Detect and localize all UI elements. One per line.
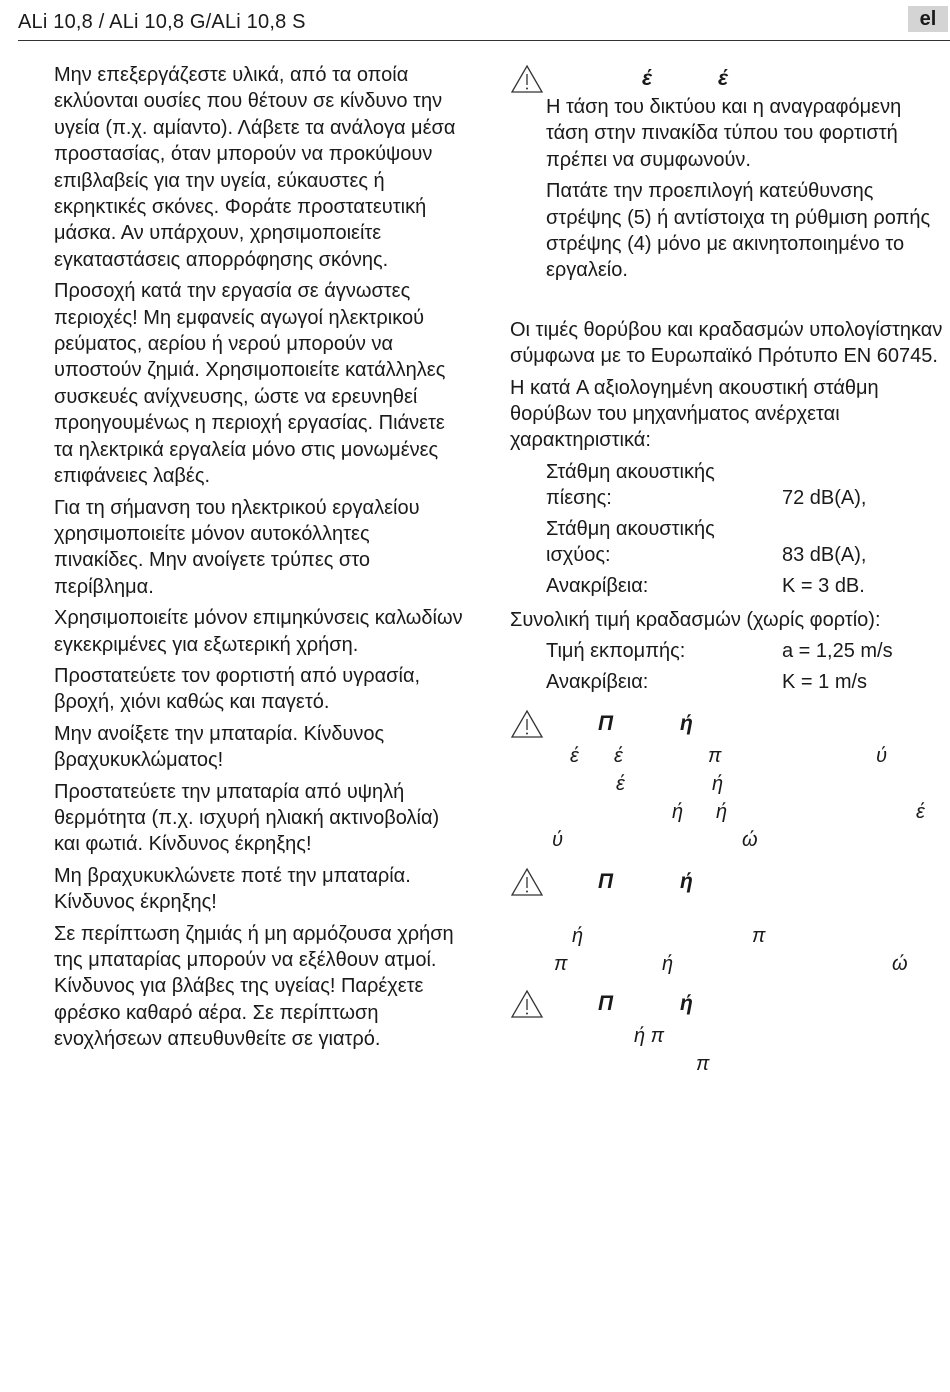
text-fragment: έ: [570, 745, 579, 768]
warning-heading-glyph: Π: [598, 870, 614, 894]
warning-2-fragments: [510, 743, 946, 861]
paragraph-battery-heat: Προστατεύετε την μπαταρία από υψηλή θερμότητα (π.χ. ισχυρή ηλιακή ακτινοβολία) και φωτιά. Κίνδυνος έκρηξης!: [54, 780, 440, 856]
warning-triangle-icon: [510, 867, 544, 897]
vibration-title: Συνολική τιμή κραδασμών (χωρίς φορτίο):: [510, 608, 881, 631]
noise-intro: Οι τιμές θορύβου και κραδασμών υπολογίστηκαν σύμφωνα με το Ευρωπαϊκό Πρότυπο EN 60745.: [510, 318, 943, 368]
row-label: Στάθμη ακουστικής: [546, 517, 715, 540]
paragraph-unknown-areas: Προσοχή κατά την εργασία σε άγνωστες περιοχές! Μη εμφανείς αγωγοί ηλεκτρικού ρεύματος, αερίου ή νερού μπορούν να υποστούν ζημιά. Χρησιμοποιείτε κατάλληλες συσκευές ανίχνευσης, ώστε να ερευνηθεί προηγουμένως η περιοχή εργασίας. Πιάνετε τα ηλεκτρικά εργαλεία μόνο στις μονωμένες επιφάνειες λαβές.: [54, 280, 446, 488]
row-value: K = 3 dB.: [782, 574, 865, 597]
page-header: [0, 0, 950, 42]
text-fragment: π: [708, 745, 722, 768]
right-column: [510, 62, 946, 1083]
warning-heading-glyph: ή: [680, 712, 693, 736]
warning-heading-glyph: Π: [598, 992, 614, 1016]
paragraph-dust: Μην επεξεργάζεστε υλικά, από τα οποία εκλύονται ουσίες που θέτουν σε κίνδυνο την υγεία (π.χ. αμίαντο). Λάβετε τα ανάλογα μέσα προστασίας, όταν μπορούν να προκύψουν επιβλαβείς για την υγεία, εύκαυστες ή εκρηκτικές σκόνες. Φοράτε προστατευτική μάσκα. Αν υπάρχουν, χρησιμοποιείτε εγκαταστάσεις απορρόφησης σκόνης.: [54, 64, 456, 271]
noise-row-power-label: [546, 516, 946, 542]
row-label: ισχύος:: [546, 544, 611, 567]
row-label: Τιμή εκπομπής:: [546, 640, 686, 663]
text-fragment: ή: [572, 925, 584, 948]
text-fragment: ή π: [634, 1025, 665, 1048]
warning-heading-glyph: ή: [680, 992, 693, 1016]
warning-heading-2: [510, 709, 946, 739]
header-divider: [18, 40, 950, 41]
warning-heading-3: [510, 867, 946, 897]
row-label: πίεσης:: [546, 487, 612, 510]
paragraph-extension-cables: Χρησιμοποιείτε μόνον επιμηκύνσεις καλωδίων εγκεκριμένες για εξωτερική χρήση.: [54, 607, 463, 656]
voltage-note: Η τάση του δικτύου και η αναγραφόμενη τάση στην πινακίδα τύπου του φορτιστή πρέπει να συμφωνούν.: [546, 96, 902, 171]
text-fragment: ύ: [876, 745, 887, 768]
text-fragment: ή: [712, 773, 724, 796]
warning-heading-glyph: ή: [680, 870, 693, 894]
text-fragment: ή: [672, 801, 684, 824]
paragraph-short-circuit: Μη βραχυκυκλώνετε ποτέ την μπαταρία. Κίνδυνος έκρηξης!: [54, 864, 411, 914]
row-value: K = 1 m/s: [782, 670, 868, 693]
row-label: Ανακρίβεια:: [546, 670, 649, 693]
paragraph-battery-open: Μην ανοίξετε την μπαταρία. Κίνδυνος βραχυκυκλώματος!: [54, 722, 385, 772]
language-badge: el: [908, 6, 948, 32]
text-fragment: έ: [614, 745, 623, 768]
row-value: 72 dB(A),: [782, 487, 867, 510]
row-value: a = 1,25 m/s: [782, 640, 893, 663]
text-fragment: έ: [916, 801, 925, 824]
warning-4-fragments: [510, 1023, 946, 1083]
section-gap: [510, 289, 946, 317]
text-fragment: π: [696, 1053, 710, 1076]
noise-row-pressure-label: [546, 459, 946, 485]
noise-row-pressure: [546, 485, 946, 511]
row-value: 83 dB(A),: [782, 544, 867, 567]
warning-heading-glyph: έ: [642, 67, 653, 90]
paragraph-labels: Για τη σήμανση του ηλεκτρικού εργαλείου χρησιμοποιείτε μόνον αυτοκόλλητες πινακίδες. Μην ανοίγετε τρύπες στο περίβλημα.: [54, 496, 420, 598]
text-fragment: π: [554, 953, 568, 976]
row-label: Στάθμη ακουστικής: [546, 460, 715, 483]
manual-title: ALi 10,8 / ALi 10,8 G/ALi 10,8 S: [18, 11, 306, 33]
text-fragment: ώ: [742, 829, 758, 852]
text-fragment: ή: [662, 953, 674, 976]
text-fragment: ή: [716, 801, 728, 824]
text-fragment: π: [752, 925, 766, 948]
warning-triangle-icon: [510, 989, 544, 1019]
paragraph-battery-vapors: Σε περίπτωση ζημιάς ή μη αρμόζουσα χρήση της μπαταρίας μπορούν να εξέλθουν ατμοί. Κίνδυνος για βλάβες της υγείας! Παρέχετε φρέσκο καθαρό αέρα. Σε περίπτωση ενοχλήσεων απευθυνθείτε σε γιατρό.: [54, 922, 454, 1051]
noise-row-uncertainty: [546, 573, 946, 599]
row-label: Ανακρίβεια:: [546, 574, 649, 597]
left-column: [54, 62, 464, 1058]
paragraph-charger-moisture: Προστατεύετε τον φορτιστή από υγρασία, βροχή, χιόνι καθώς και παγετό.: [54, 664, 421, 714]
text-fragment: ώ: [892, 953, 908, 976]
vibration-row-emission: [546, 638, 946, 664]
warning-heading-glyph: έ: [718, 67, 729, 90]
warning-triangle-icon: [510, 64, 544, 94]
vibration-row-uncertainty: [546, 669, 946, 695]
warning-triangle-icon: [510, 709, 544, 739]
noise-row-power: [546, 542, 946, 568]
noise-text: Η κατά A αξιολογημένη ακουστική στάθμη θορύβων του μηχανήματος ανέρχεται χαρακτηριστικά:: [510, 376, 879, 452]
warning-heading-glyph: Π: [598, 712, 614, 736]
text-fragment: έ: [616, 773, 625, 796]
warning-heading-1: [510, 64, 946, 94]
warning-3-fragments: [510, 901, 946, 989]
warning-heading-4: [510, 989, 946, 1019]
direction-switch-note: Πατάτε την προεπιλογή κατεύθυνσης στρέψης (5) ή αντίστοιχα τη ρύθμιση ροπής στρέψης (4) μόνο με ακινητοποιημένο το εργαλείο.: [546, 180, 931, 282]
text-fragment: ύ: [552, 829, 563, 852]
